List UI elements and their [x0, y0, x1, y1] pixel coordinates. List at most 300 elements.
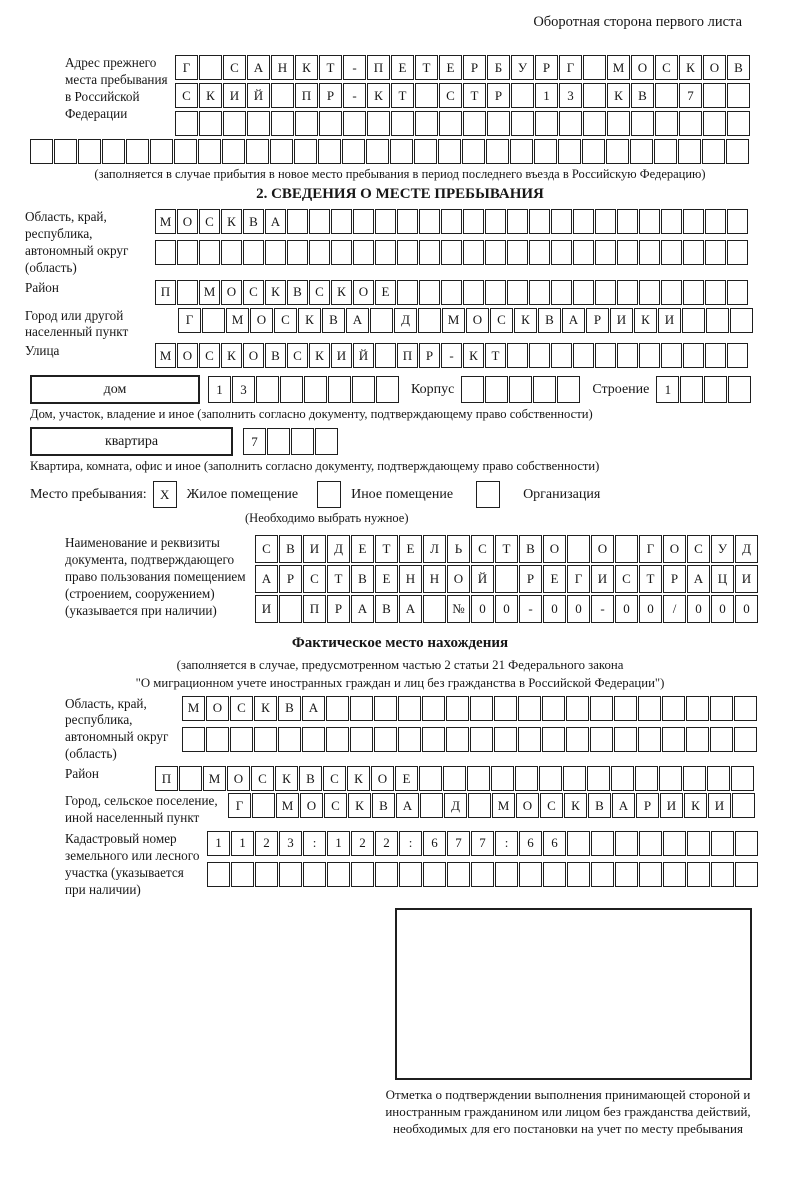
- char-cell: [486, 139, 509, 164]
- char-cell: [419, 766, 442, 791]
- char-cell: Ц: [711, 565, 734, 593]
- factual-field-raion: [65, 766, 800, 791]
- char-cell: [573, 209, 594, 234]
- char-cell: Е: [399, 535, 422, 563]
- char-cell: М: [182, 696, 205, 721]
- stay-type-label: Место пребывания:: [30, 486, 147, 502]
- char-cell: [631, 111, 654, 136]
- char-cell: Н: [399, 565, 422, 593]
- char-cell: 0: [615, 595, 638, 623]
- char-cell: [331, 240, 352, 265]
- char-cell: Т: [415, 55, 438, 80]
- char-cell: [705, 343, 726, 368]
- char-cell: [566, 727, 589, 752]
- document-row-2: [255, 565, 759, 593]
- section2-title: 2. СВЕДЕНИЯ О МЕСТЕ ПРЕБЫВАНИЯ: [256, 186, 544, 202]
- char-cell: [256, 376, 279, 403]
- char-cell: О: [447, 565, 470, 593]
- char-cell: М: [155, 343, 176, 368]
- char-cell: [317, 481, 341, 508]
- char-cell: С: [615, 565, 638, 593]
- oblast-label: Область, край, республика, автономный округ (область): [25, 209, 129, 275]
- char-cell: О: [543, 535, 566, 563]
- char-cell: Р: [327, 595, 350, 623]
- char-cell: С: [540, 793, 563, 818]
- char-cell: [470, 696, 493, 721]
- char-cell: [595, 343, 616, 368]
- char-cell: И: [255, 595, 278, 623]
- char-cell: С: [439, 83, 462, 108]
- char-cell: [476, 481, 500, 508]
- char-cell: Р: [279, 565, 302, 593]
- char-cell: В: [538, 308, 561, 333]
- char-cell: [468, 793, 491, 818]
- apartment-row: [30, 427, 800, 456]
- char-cell: О: [177, 209, 198, 234]
- char-cell: [607, 111, 630, 136]
- char-cell: О: [250, 308, 273, 333]
- char-cell: П: [303, 595, 326, 623]
- char-cell: [507, 209, 528, 234]
- char-cell: [683, 209, 704, 234]
- char-cell: И: [735, 565, 758, 593]
- char-cell: В: [351, 565, 374, 593]
- raion-row: [155, 280, 749, 305]
- char-cell: [661, 280, 682, 305]
- char-cell: [202, 308, 225, 333]
- char-cell: [443, 766, 466, 791]
- char-cell: [661, 240, 682, 265]
- char-cell: У: [511, 55, 534, 80]
- prev-address-note: (заполняется в случае прибытия в новое место пребывания в период последнего въезда в Российскую Федерацию): [94, 167, 706, 181]
- char-cell: [30, 139, 53, 164]
- char-cell: [727, 83, 750, 108]
- char-cell: -: [343, 83, 366, 108]
- char-cell: [350, 696, 373, 721]
- char-cell: [271, 83, 294, 108]
- char-cell: 0: [495, 595, 518, 623]
- char-cell: 1: [207, 831, 230, 856]
- char-cell: [415, 111, 438, 136]
- char-cell: Т: [327, 565, 350, 593]
- ulitsa-row: [155, 343, 749, 368]
- char-cell: [287, 240, 308, 265]
- char-cell: С: [471, 535, 494, 563]
- char-cell: [683, 343, 704, 368]
- char-cell: А: [265, 209, 286, 234]
- char-cell: С: [687, 535, 710, 563]
- char-cell: О: [221, 280, 242, 305]
- factual-oblast-row-1: [182, 696, 758, 721]
- house-label-box: дом: [30, 375, 200, 404]
- char-cell: [595, 280, 616, 305]
- char-cell: [419, 209, 440, 234]
- document-field: [65, 535, 800, 623]
- char-cell: И: [223, 83, 246, 108]
- char-cell: [515, 766, 538, 791]
- char-cell: [463, 111, 486, 136]
- char-cell: [397, 280, 418, 305]
- char-cell: 0: [735, 595, 758, 623]
- char-cell: [680, 376, 703, 403]
- char-cell: [470, 727, 493, 752]
- char-cell: П: [155, 766, 178, 791]
- char-cell: А: [396, 793, 419, 818]
- char-cell: [559, 111, 582, 136]
- prev-address-row-1: [175, 55, 751, 80]
- char-cell: 7: [471, 831, 494, 856]
- char-cell: [591, 831, 614, 856]
- char-cell: [542, 696, 565, 721]
- stroenie-cells: [656, 376, 752, 403]
- char-cell: К: [309, 343, 330, 368]
- char-cell: [703, 111, 726, 136]
- char-cell: [487, 111, 510, 136]
- char-cell: [566, 696, 589, 721]
- oblast-row-1: [155, 209, 749, 234]
- char-cell: С: [309, 280, 330, 305]
- char-cell: 0: [687, 595, 710, 623]
- char-cell: [614, 727, 637, 752]
- char-cell: Р: [586, 308, 609, 333]
- stay-opt3-label: Организация: [523, 486, 601, 502]
- char-cell: Г: [175, 55, 198, 80]
- char-cell: 1: [535, 83, 558, 108]
- factual-cadastre-label: Кадастровый номер земельного или лесного участка (указывается при наличии): [65, 830, 200, 897]
- char-cell: [175, 111, 198, 136]
- char-cell: [678, 139, 701, 164]
- char-cell: С: [490, 308, 513, 333]
- char-cell: [533, 376, 556, 403]
- house-number-cells: [208, 376, 400, 403]
- char-cell: [255, 862, 278, 887]
- char-cell: [376, 376, 399, 403]
- char-cell: Е: [375, 565, 398, 593]
- char-cell: В: [519, 535, 542, 563]
- prev-address-row-4: [30, 139, 800, 164]
- stay-opt1-label: Жилое помещение: [186, 486, 299, 502]
- char-cell: [638, 727, 661, 752]
- char-cell: [415, 83, 438, 108]
- char-cell: 1: [208, 376, 231, 403]
- char-cell: [199, 111, 222, 136]
- char-cell: [711, 831, 734, 856]
- char-cell: [662, 696, 685, 721]
- char-cell: [177, 240, 198, 265]
- char-cell: [617, 343, 638, 368]
- char-cell: К: [348, 793, 371, 818]
- char-cell: [270, 139, 293, 164]
- char-cell: А: [302, 696, 325, 721]
- char-cell: П: [397, 343, 418, 368]
- char-cell: К: [221, 209, 242, 234]
- char-cell: О: [227, 766, 250, 791]
- char-cell: Р: [319, 83, 342, 108]
- char-cell: [463, 209, 484, 234]
- char-cell: [352, 376, 375, 403]
- char-cell: [495, 862, 518, 887]
- field-gorod: [25, 308, 800, 342]
- char-cell: Т: [463, 83, 486, 108]
- char-cell: Г: [178, 308, 201, 333]
- char-cell: [243, 240, 264, 265]
- char-cell: 1: [656, 376, 679, 403]
- char-cell: Е: [351, 535, 374, 563]
- char-cell: [207, 862, 230, 887]
- char-cell: С: [230, 696, 253, 721]
- char-cell: [617, 240, 638, 265]
- char-cell: [399, 862, 422, 887]
- confirmation-stamp-note: Отметка о подтверждении выполнения принимающей стороной и иностранным гражданином или лицом без гражданства действий, необходимых для его постановки на учет по месту пребывания: [385, 1086, 751, 1136]
- char-cell: [732, 793, 755, 818]
- char-cell: К: [275, 766, 298, 791]
- gorod-row: [178, 308, 754, 342]
- char-cell: [398, 727, 421, 752]
- char-cell: [702, 139, 725, 164]
- char-cell: [507, 343, 528, 368]
- char-cell: [441, 280, 462, 305]
- char-cell: [391, 111, 414, 136]
- char-cell: [727, 343, 748, 368]
- char-cell: [711, 862, 734, 887]
- field-raion: [25, 280, 800, 305]
- char-cell: О: [371, 766, 394, 791]
- char-cell: Р: [663, 565, 686, 593]
- char-cell: [494, 696, 517, 721]
- char-cell: [542, 727, 565, 752]
- char-cell: [291, 428, 314, 455]
- factual-raion-label: Район: [65, 766, 99, 782]
- char-cell: [661, 343, 682, 368]
- char-cell: [370, 308, 393, 333]
- char-cell: [328, 376, 351, 403]
- factual-field-cadastre: [65, 831, 800, 899]
- gorod-label: Город или другой населенный пункт: [25, 307, 129, 340]
- char-cell: [252, 793, 275, 818]
- char-cell: В: [322, 308, 345, 333]
- char-cell: [630, 139, 653, 164]
- char-cell: [319, 111, 342, 136]
- char-cell: [342, 139, 365, 164]
- factual-oblast-label: Область, край, республика, автономный округ (область): [65, 695, 169, 762]
- char-cell: П: [367, 55, 390, 80]
- char-cell: 3: [279, 831, 302, 856]
- char-cell: [375, 240, 396, 265]
- char-cell: Е: [395, 766, 418, 791]
- char-cell: В: [278, 696, 301, 721]
- char-cell: И: [658, 308, 681, 333]
- char-cell: [518, 696, 541, 721]
- char-cell: [462, 139, 485, 164]
- char-cell: Т: [375, 535, 398, 563]
- char-cell: [199, 55, 222, 80]
- char-cell: [606, 139, 629, 164]
- char-cell: Т: [495, 535, 518, 563]
- char-cell: 3: [232, 376, 255, 403]
- char-cell: [309, 209, 330, 234]
- factual-field-gorod: [65, 793, 800, 827]
- char-cell: С: [655, 55, 678, 80]
- char-cell: [485, 240, 506, 265]
- char-cell: А: [346, 308, 369, 333]
- char-cell: [423, 595, 446, 623]
- char-cell: [439, 111, 462, 136]
- char-cell: [543, 862, 566, 887]
- cadastre-row-2: [207, 862, 759, 887]
- char-cell: [441, 240, 462, 265]
- char-cell: М: [203, 766, 226, 791]
- char-cell: [583, 111, 606, 136]
- char-cell: [326, 727, 349, 752]
- char-cell: [558, 139, 581, 164]
- apartment-label-box: квартира: [30, 427, 233, 456]
- factual-oblast-row-2: [182, 727, 758, 752]
- char-cell: [303, 862, 326, 887]
- char-cell: С: [243, 280, 264, 305]
- char-cell: [441, 209, 462, 234]
- char-cell: О: [300, 793, 323, 818]
- char-cell: [705, 240, 726, 265]
- char-cell: [686, 696, 709, 721]
- char-cell: Р: [419, 343, 440, 368]
- char-cell: [583, 83, 606, 108]
- char-cell: [375, 862, 398, 887]
- char-cell: С: [199, 209, 220, 234]
- char-cell: С: [255, 535, 278, 563]
- char-cell: [397, 240, 418, 265]
- char-cell: [615, 535, 638, 563]
- char-cell: [734, 727, 757, 752]
- char-cell: Ь: [447, 535, 470, 563]
- char-cell: [591, 862, 614, 887]
- char-cell: [422, 727, 445, 752]
- char-cell: С: [323, 766, 346, 791]
- oblast-row-2: [155, 240, 749, 265]
- char-cell: [350, 727, 373, 752]
- char-cell: [254, 727, 277, 752]
- char-cell: [467, 766, 490, 791]
- char-cell: [551, 240, 572, 265]
- char-cell: [494, 727, 517, 752]
- char-cell: [174, 139, 197, 164]
- char-cell: Д: [327, 535, 350, 563]
- char-cell: К: [298, 308, 321, 333]
- char-cell: К: [607, 83, 630, 108]
- factual-raion-row: [155, 766, 755, 791]
- char-cell: [582, 139, 605, 164]
- char-cell: М: [442, 308, 465, 333]
- char-cell: К: [684, 793, 707, 818]
- char-cell: М: [607, 55, 630, 80]
- char-cell: [279, 862, 302, 887]
- korpus-label: Корпус: [411, 381, 455, 397]
- char-cell: [518, 727, 541, 752]
- char-cell: А: [612, 793, 635, 818]
- char-cell: [682, 308, 705, 333]
- char-cell: И: [331, 343, 352, 368]
- char-cell: Е: [375, 280, 396, 305]
- char-cell: А: [562, 308, 585, 333]
- char-cell: 7: [447, 831, 470, 856]
- char-cell: Д: [394, 308, 417, 333]
- char-cell: П: [295, 83, 318, 108]
- char-cell: Е: [439, 55, 462, 80]
- char-cell: Т: [639, 565, 662, 593]
- char-cell: Т: [485, 343, 506, 368]
- char-cell: С: [223, 55, 246, 80]
- char-cell: [318, 139, 341, 164]
- char-cell: :: [495, 831, 518, 856]
- char-cell: [150, 139, 173, 164]
- char-cell: О: [631, 55, 654, 80]
- char-cell: 0: [639, 595, 662, 623]
- char-cell: 7: [243, 428, 266, 455]
- char-cell: [398, 696, 421, 721]
- char-cell: [567, 535, 590, 563]
- char-cell: С: [199, 343, 220, 368]
- char-cell: [279, 595, 302, 623]
- char-cell: [271, 111, 294, 136]
- char-cell: А: [351, 595, 374, 623]
- char-cell: [198, 139, 221, 164]
- char-cell: В: [372, 793, 395, 818]
- cadastre-row-1: [207, 831, 759, 856]
- char-cell: [573, 280, 594, 305]
- char-cell: [331, 209, 352, 234]
- char-cell: [573, 240, 594, 265]
- char-cell: [595, 209, 616, 234]
- char-cell: [126, 139, 149, 164]
- char-cell: [485, 209, 506, 234]
- char-cell: [710, 727, 733, 752]
- char-cell: Г: [639, 535, 662, 563]
- confirmation-stamp-box: [395, 908, 752, 1080]
- field-ulitsa: [25, 343, 800, 368]
- char-cell: [639, 240, 660, 265]
- char-cell: Р: [487, 83, 510, 108]
- char-cell: Н: [423, 565, 446, 593]
- char-cell: [635, 766, 658, 791]
- char-cell: Г: [228, 793, 251, 818]
- char-cell: О: [466, 308, 489, 333]
- char-cell: [471, 862, 494, 887]
- char-cell: [221, 240, 242, 265]
- char-cell: Н: [271, 55, 294, 80]
- char-cell: [590, 696, 613, 721]
- char-cell: [287, 209, 308, 234]
- char-cell: [54, 139, 77, 164]
- char-cell: К: [514, 308, 537, 333]
- stay-opt2-label: Иное помещение: [351, 486, 454, 502]
- char-cell: О: [243, 343, 264, 368]
- char-cell: Е: [543, 565, 566, 593]
- char-cell: :: [303, 831, 326, 856]
- char-cell: Т: [391, 83, 414, 108]
- korpus-cells: [461, 376, 581, 403]
- char-cell: К: [199, 83, 222, 108]
- char-cell: [375, 343, 396, 368]
- char-cell: К: [295, 55, 318, 80]
- char-cell: [485, 376, 508, 403]
- char-cell: [507, 280, 528, 305]
- char-cell: В: [243, 209, 264, 234]
- char-cell: [730, 308, 753, 333]
- factual-note-1: (заполняется в случае, предусмотренном частью 2 статьи 21 Федерального закона: [176, 658, 624, 673]
- char-cell: :: [399, 831, 422, 856]
- char-cell: 0: [543, 595, 566, 623]
- stay-type-row: [30, 481, 800, 508]
- char-cell: [563, 766, 586, 791]
